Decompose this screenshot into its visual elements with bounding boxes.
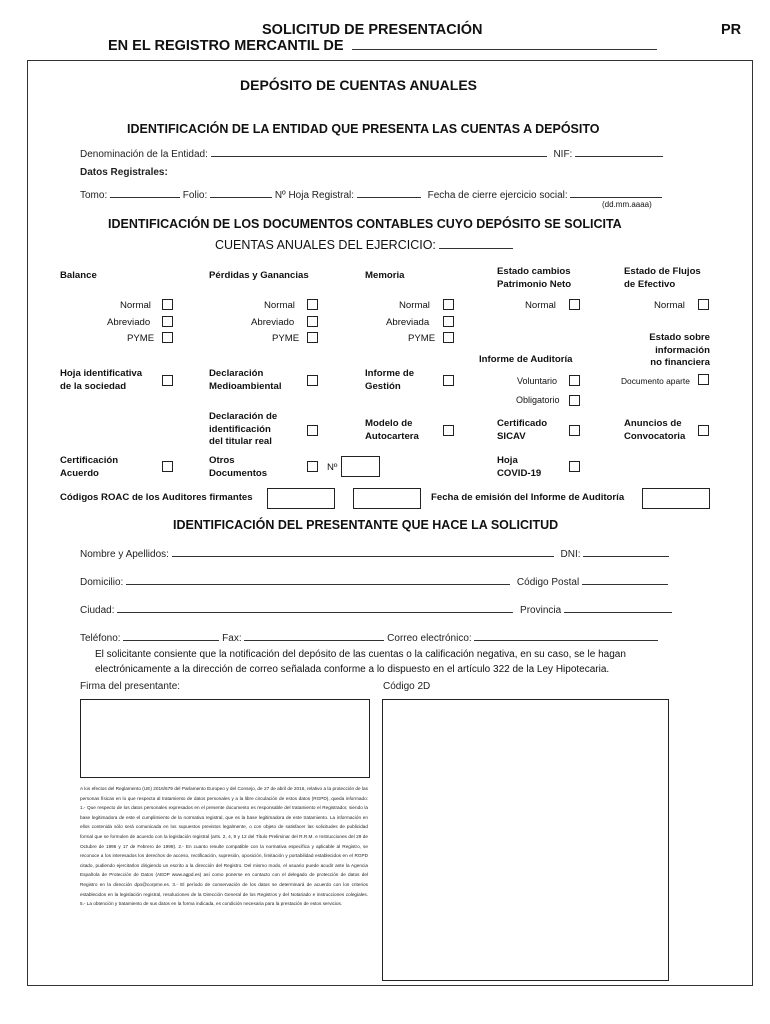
estado-sobre-heading [620,332,710,370]
modelo-line1: Modelo de [365,418,413,429]
estado-sobre-line2: información [655,344,710,356]
flujos-normal-checkbox[interactable] [698,299,709,310]
flujos-normal-label: Normal [654,300,685,311]
obligatorio-checkbox[interactable] [569,395,580,406]
balance-abreviado-checkbox[interactable] [162,316,173,327]
hoja-covid-checkbox[interactable] [569,461,580,472]
estado-cambios-line1: Estado cambios [497,266,571,277]
provincia-label: Provincia [520,605,562,616]
ejercicio-field[interactable] [439,238,513,249]
codigo-2d-label: Código 2D [383,681,431,692]
date-format-hint: (dd.mm.aaaa) [602,200,652,209]
consent-line1: El solicitante consiente que la notificación del depósito de las cuentas o la calificación negativa, en su caso, se le hagan [95,649,626,660]
folio-label: Folio: [182,190,208,201]
modelo-line2: Autocartera [365,430,419,442]
balance-pyme-checkbox[interactable] [162,332,173,343]
telefono-label: Teléfono: [80,633,121,644]
decl-medio-label [209,368,282,393]
firma-label: Firma del presentante: [80,681,181,692]
certificado-sicav-label [497,418,547,443]
hoja-label: Nº Hoja Registral: [274,190,355,201]
modelo-autocartera-checkbox[interactable] [443,425,454,436]
perdidas-abreviado-checkbox[interactable] [307,316,318,327]
cambios-normal-label: Normal [525,300,556,311]
form-title-line2 [108,38,657,54]
correo-label: Correo electrónico: [387,633,472,644]
otros-num-input[interactable] [341,456,380,477]
provincia-field[interactable] [564,602,672,613]
form-title-line1: SOLICITUD DE PRESENTACIÓN [262,22,483,38]
fax-label: Fax: [222,633,242,644]
documents-section-title: IDENTIFICACIÓN DE LOS DOCUMENTOS CONTABLES CUYO DEPÓSITO SE SOLICITA [108,217,622,231]
fecha-emision-label: Fecha de emisión del Informe de Auditoría [431,492,625,503]
main-title: DEPÓSITO DE CUENTAS ANUALES [240,77,477,93]
entity-section-title: IDENTIFICACIÓN DE LA ENTIDAD QUE PRESENTA LAS CUENTAS A DEPÓSITO [127,122,600,136]
decl-titular-line1: Declaración de [209,411,278,422]
denominacion-label: Denominación de la Entidad: [80,149,208,160]
estado-cambios-line2: Patrimonio Neto [497,278,572,290]
memoria-abreviada-label: Abreviada [386,317,430,328]
ejercicio-row [215,238,513,252]
estado-sobre-line1: Estado sobre [649,332,710,343]
decl-medio-checkbox[interactable] [307,375,318,386]
balance-abreviado-label: Abreviado [107,317,151,328]
denominacion-row [80,146,663,160]
informe-gestion-line1: Informe de [365,368,415,379]
hoja-covid-label [497,455,541,480]
ejercicio-label: CUENTAS ANUALES DEL EJERCICIO: [215,238,436,252]
balance-normal-label: Normal [120,300,151,311]
voluntario-label: Voluntario [517,376,558,386]
certificado-line1: Certificado [497,418,548,429]
nif-field[interactable] [575,146,663,157]
perdidas-abreviado-label: Abreviado [251,317,295,328]
decl-titular-label [209,411,277,449]
consent-line2: electrónicamente a la dirección de correo señalada conforme a lo dispuesto en el artículo 322 de la Ley Hipotecaria. [95,664,610,675]
memoria-heading: Memoria [365,270,405,281]
nombre-label: Nombre y Apellidos: [80,549,169,560]
tomo-label: Tomo: [80,190,108,201]
perdidas-heading: Pérdidas y Ganancias [209,270,309,281]
otros-num-symbol: Nº [327,462,338,473]
memoria-pyme-checkbox[interactable] [443,332,454,343]
estado-sobre-line3: no financiera [650,357,710,368]
balance-normal-checkbox[interactable] [162,299,173,310]
decl-titular-line2: identificación [209,423,271,435]
nif-label: NIF: [553,149,573,160]
informe-gestion-checkbox[interactable] [443,375,454,386]
hoja-ident-line1: Hoja identificativa [60,368,143,379]
domicilio-field[interactable] [126,574,510,585]
decl-medio-line2: Medioambiental [209,380,282,392]
certif-acuerdo-checkbox[interactable] [162,461,173,472]
otros-documentos-label [209,455,267,480]
hoja-ident-label [60,368,142,393]
documento-aparte-checkbox[interactable] [698,374,709,385]
memoria-normal-checkbox[interactable] [443,299,454,310]
estado-flujos-line2: de Efectivo [624,278,676,290]
ciudad-row [80,602,672,616]
nombre-row [80,546,669,560]
roac-input-2[interactable] [353,488,421,509]
hoja-covid-line2: COVID-19 [497,467,542,479]
decl-medio-line1: Declaración [209,368,264,379]
certif-acuerdo-label [60,455,118,480]
datos-registrales-label: Datos Registrales: [80,167,168,178]
memoria-pyme-label: PYME [408,333,436,344]
dni-label: DNI: [560,549,581,560]
informe-auditoria-heading: Informe de Auditoría [479,354,573,365]
estado-flujos-line1: Estado de Flujos [624,266,701,277]
certificado-sicav-checkbox[interactable] [569,425,580,436]
balance-pyme-label: PYME [127,333,155,344]
telefono-field[interactable] [123,630,219,641]
memoria-normal-label: Normal [399,300,430,311]
informe-gestion-line2: Gestión [365,380,401,392]
memoria-abreviada-checkbox[interactable] [443,316,454,327]
certificado-line2: SICAV [497,430,526,442]
folio-field[interactable] [210,187,272,198]
perdidas-normal-checkbox[interactable] [307,299,318,310]
dni-field[interactable] [583,546,669,557]
perdidas-pyme-label: PYME [272,333,300,344]
certif-acuerdo-line1: Certificación [60,455,119,466]
hoja-field[interactable] [357,187,421,198]
estado-flujos-heading [624,266,701,291]
cambios-normal-checkbox[interactable] [569,299,580,310]
certif-acuerdo-line2: Acuerdo [60,467,99,479]
estado-cambios-heading [497,266,571,291]
otros-line2: Documentos [209,467,268,479]
registro-field[interactable] [352,39,657,50]
presenter-section-title: IDENTIFICACIÓN DEL PRESENTANTE QUE HACE LA SOLICITUD [173,518,559,532]
codigo-postal-field[interactable] [582,574,668,585]
decl-titular-checkbox[interactable] [307,425,318,436]
documento-aparte-label: Documento aparte [621,376,690,386]
roac-input-1[interactable] [267,488,335,509]
legal-notice: A los efectos del Reglamento (UE) 2016/679 del Parlamento Europeo y del Consejo, de 27 de abril de 2016, relativo a la protección de las personas físicas en lo que respecta al tratamiento de datos personales y a la libre circulación de estos datos (RGPD), queda informado: 1.- Que respecto de los datos personales expresados en el presente documento es responsable del tratamiento el Registrador, siendo la base legitimadora de este el cumplimiento de la normativa registral, que es la base legitimadora de este tratamiento. La información en ellos contenida sólo será comunicada en los supuestos previstos legalmente, o con objeto de satisfacer las solicitudes de publicidad formal que se formulen de acuerdo con la legislación registral (arts. 2, 4, 9 y 12 del Título Preliminar del R.R.M. e Instrucciones del 29 de Octubre de 1996 y 17 de Febrero de 1998). 2.- En cuanto resulte compatible con la normativa específica y aplicable al Registro, se reconoce a los interesados los derechos de acceso, rectificación, supresión, oposición, limitación y portabilidad establecidos en el RGPD citado, pudiendo ejercitarlos dirigiendo un escrito a la dirección del Registro. Del mismo modo, el usuario puede acudir ante la Agencia Española de Protección de Datos (AEDP www.agpd.es) así como ponerse en contacto con el delegado de protección de datos del Registro en la dirección dpo@corpme.es. 3.- El período de conservación de los datos se determinará de acuerdo con los criterios establecidos en la legislación registral, resoluciones de la Dirección General de los Registros y del Notariado e instrucciones colegiales. 5.- La obtención y tratamiento de sus datos en la forma indicada, es condición necesaria para la prestación de estos servicios. [80,786,368,907]
anuncios-line2: Convocatoria [624,430,686,442]
voluntario-checkbox[interactable] [569,375,580,386]
domicilio-row [80,574,668,588]
hoja-ident-checkbox[interactable] [162,375,173,386]
anuncios-checkbox[interactable] [698,425,709,436]
modelo-autocartera-label [365,418,419,443]
fecha-cierre-label: Fecha de cierre ejercicio social: [427,190,568,201]
perdidas-pyme-checkbox[interactable] [307,332,318,343]
anuncios-label [624,418,685,443]
otros-documentos-checkbox[interactable] [307,461,318,472]
fax-field[interactable] [244,630,384,641]
registro-data-row [80,187,662,201]
otros-line1: Otros [209,455,235,466]
tomo-field[interactable] [110,187,180,198]
telefono-row [80,630,658,644]
fecha-emision-input[interactable] [642,488,710,509]
signature-box[interactable] [80,699,370,778]
informe-gestion-label [365,368,414,393]
denominacion-field[interactable] [211,146,547,157]
balance-heading: Balance [60,270,97,281]
hoja-covid-line1: Hoja [497,455,518,466]
fecha-cierre-field[interactable] [570,187,662,198]
codigo-2d-box [382,699,669,981]
ciudad-field[interactable] [117,602,513,613]
consent-text [95,647,626,677]
ciudad-label: Ciudad: [80,605,115,616]
obligatorio-label: Obligatorio [516,395,560,405]
perdidas-normal-label: Normal [264,300,295,311]
form-code: PR [721,22,742,38]
form-title-line2-text: EN EL REGISTRO MERCANTIL DE [108,38,344,54]
hoja-ident-line2: de la sociedad [60,380,127,392]
codigo-postal-label: Código Postal [516,577,580,588]
anuncios-line1: Anuncios de [624,418,682,429]
roac-label: Códigos ROAC de los Auditores firmantes [60,492,253,503]
decl-titular-line3: del titular real [209,436,272,447]
correo-field[interactable] [474,630,658,641]
domicilio-label: Domicilio: [80,577,124,588]
nombre-field[interactable] [172,546,554,557]
